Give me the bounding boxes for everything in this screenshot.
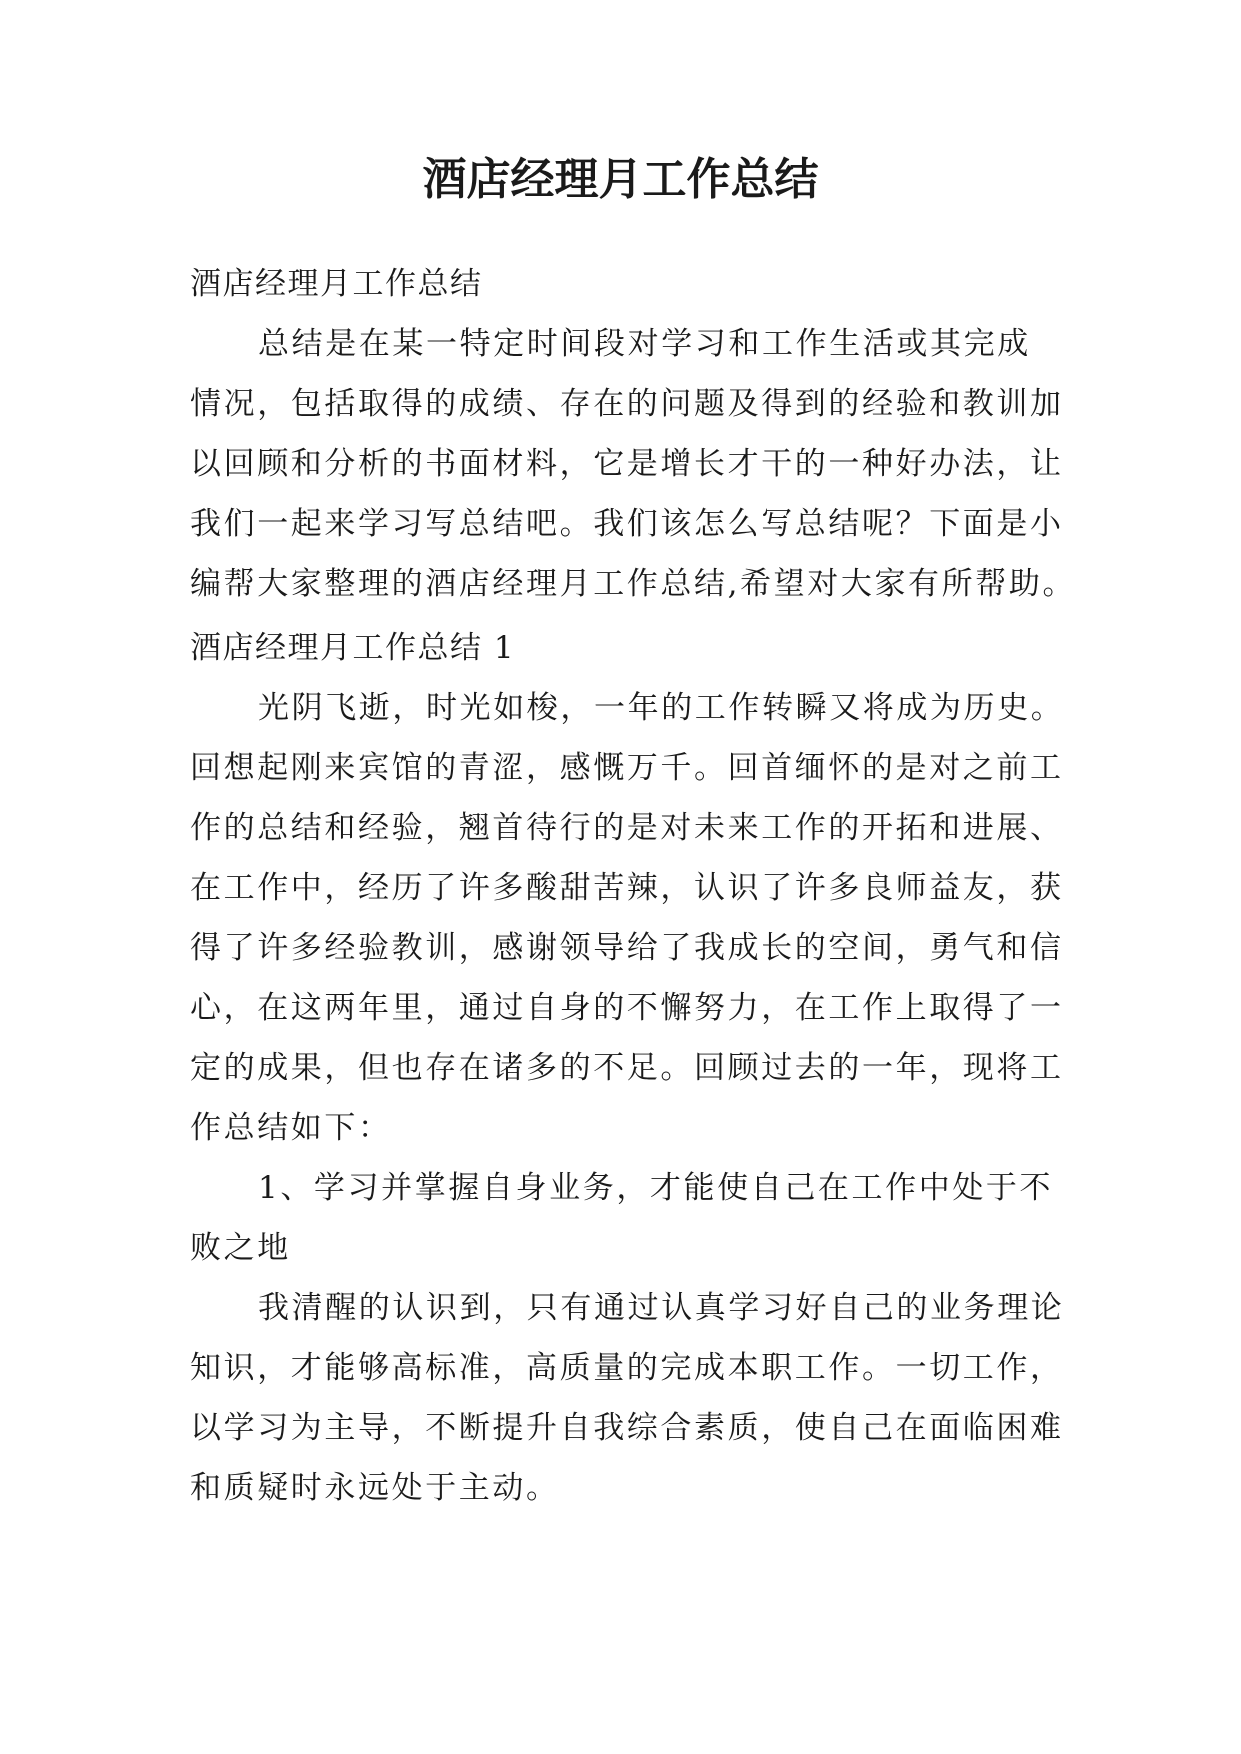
section-1-heading: 酒店经理月工作总结 1	[190, 630, 516, 666]
intro-line: 以回顾和分析的书面材料，它是增长才干的一种好办法，让	[190, 446, 1064, 482]
intro-line: 我们一起来学习写总结吧。我们该怎么写总结呢？下面是小	[190, 506, 1064, 542]
document-title: 酒店经理月工作总结	[422, 154, 819, 205]
point-1-body-line: 知识，才能够高标准，高质量的完成本职工作。一切工作，	[190, 1350, 1064, 1386]
section-1-line: 回想起刚来宾馆的青涩，感慨万千。回首缅怀的是对之前工	[190, 750, 1064, 786]
point-1-body-line: 以学习为主导，不断提升自我综合素质，使自己在面临困难	[190, 1410, 1064, 1446]
section-1-line: 在工作中，经历了许多酸甜苦辣，认识了许多良师益友，获	[190, 870, 1064, 906]
section-1-line: 心，在这两年里，通过自身的不懈努力，在工作上取得了一	[190, 990, 1064, 1026]
intro-heading: 酒店经理月工作总结	[190, 266, 483, 302]
section-1-line: 作的总结和经验，翘首待行的是对未来工作的开拓和进展、	[190, 810, 1064, 846]
section-1-line: 得了许多经验教训，感谢领导给了我成长的空间，勇气和信	[190, 930, 1064, 966]
section-1-line: 定的成果，但也存在诸多的不足。回顾过去的一年，现将工	[190, 1050, 1064, 1086]
point-1-heading-line: 1、学习并掌握自身业务，才能使自己在工作中处于不	[258, 1170, 1054, 1206]
section-1	[190, 618, 1070, 1518]
section-1-line: 光阴飞逝，时光如梭，一年的工作转瞬又将成为历史。	[258, 690, 1065, 726]
intro-line: 编帮大家整理的酒店经理月工作总结,希望对大家有所帮助。	[190, 566, 1077, 602]
point-1-heading-line: 败之地	[190, 1230, 291, 1266]
intro-line: 情况，包括取得的成绩、存在的问题及得到的经验和教训加	[190, 386, 1064, 422]
intro-line: 总结是在某一特定时间段对学习和工作生活或其完成	[258, 326, 1031, 362]
intro-section	[190, 254, 1077, 614]
point-1-body-line: 我清醒的认识到，只有通过认真学习好自己的业务理论	[258, 1290, 1065, 1326]
point-1-body-line: 和质疑时永远处于主动。	[190, 1470, 560, 1506]
section-1-line: 作总结如下：	[190, 1110, 392, 1146]
